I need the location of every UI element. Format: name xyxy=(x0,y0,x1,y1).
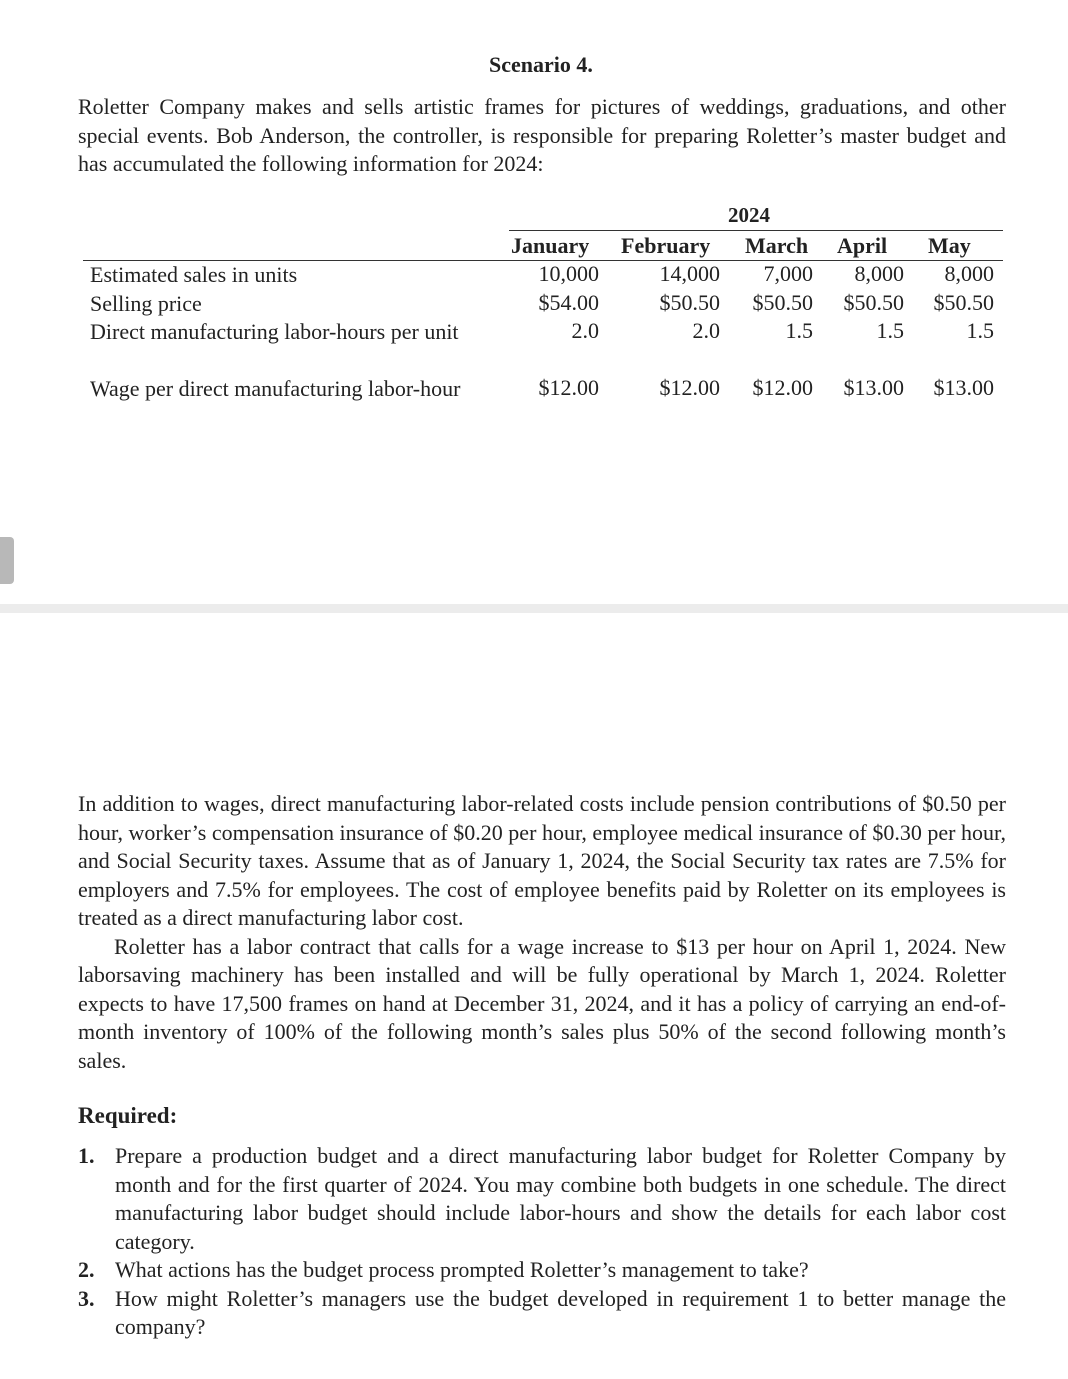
col-header-january: January xyxy=(511,233,590,258)
cell-wage-february: $12.00 xyxy=(659,375,720,400)
row-label-labor-hours: Direct manufacturing labor-hours per unit xyxy=(90,319,459,344)
col-header-may: May xyxy=(928,233,971,258)
required-heading: Required: xyxy=(78,1103,178,1128)
additional-paragraph-2: Roletter has a labor contract that calls for a wage increase to $13 per hour on April 1, 2024. New laborsaving machinery has been installed and will be fully operational by March 1, 2024. Roletter expects to have 17,500 frames on hand at December 31, 2024, and it has a policy of carrying an end-of-month inventory of 100% of the following month’s sales plus 50% of the second following month’s sales. xyxy=(78,933,1006,1073)
required-item-1 xyxy=(78,1142,1006,1256)
cell-sales-april: 8,000 xyxy=(854,261,904,286)
row-label-selling-price: Selling price xyxy=(90,291,202,316)
col-header-march: March xyxy=(745,233,809,258)
required-item-text: How might Roletter’s managers use the budget developed in requirement 1 to better manage the company? xyxy=(115,1285,1006,1339)
cell-price-february: $50.50 xyxy=(659,290,720,315)
cell-wage-march: $12.00 xyxy=(752,375,813,400)
year-underline xyxy=(509,230,1003,231)
cell-hours-january: 2.0 xyxy=(571,318,599,343)
scenario-title: Scenario 4. xyxy=(489,52,593,77)
cell-wage-april: $13.00 xyxy=(843,375,904,400)
required-item-number: 2. xyxy=(78,1257,95,1282)
cell-price-may: $50.50 xyxy=(933,290,994,315)
required-item-3 xyxy=(78,1285,1006,1342)
table-year-header: 2024 xyxy=(728,203,770,227)
additional-paragraph-1: In addition to wages, direct manufacturing labor-related costs include pension contributions of $0.50 per hour, worker’s compensation insurance of $0.20 per hour, employee medical insurance of $0.30 per hour, and Social Security taxes. Assume that as of January 1, 2024, the Social Security tax rates are 7.5% for employers and 7.5% for employees. The cost of employee benefits paid by Roletter on its employees is treated as a direct manufacturing labor cost. xyxy=(78,791,1006,930)
required-list xyxy=(78,1142,1006,1342)
row-label-estimated-sales: Estimated sales in units xyxy=(90,262,298,287)
additional-info xyxy=(78,790,1006,1075)
required-item-text: Prepare a production budget and a direct manufacturing labor budget for Roletter Company by month and for the first quarter of 2024. You may combine both budgets in one schedule. The direct manufacturing labor budget should include labor-hours and show the details for each labor cost category. xyxy=(115,1143,1006,1254)
cell-hours-march: 1.5 xyxy=(785,318,813,343)
cell-wage-may: $13.00 xyxy=(933,375,994,400)
cell-hours-may: 1.5 xyxy=(966,318,994,343)
cell-wage-january: $12.00 xyxy=(538,375,599,400)
required-item-text: What actions has the budget process prompted Roletter’s management to take? xyxy=(115,1257,809,1282)
cell-sales-january: 10,000 xyxy=(538,261,599,286)
cell-sales-march: 7,000 xyxy=(763,261,813,286)
cell-hours-april: 1.5 xyxy=(876,318,904,343)
cell-sales-february: 14,000 xyxy=(659,261,720,286)
cell-price-april: $50.50 xyxy=(843,290,904,315)
cell-sales-may: 8,000 xyxy=(944,261,994,286)
side-scroll-tab[interactable] xyxy=(0,537,14,584)
page-divider xyxy=(0,604,1068,613)
required-item-number: 1. xyxy=(78,1143,95,1168)
col-header-february: February xyxy=(621,233,711,258)
required-item-2 xyxy=(78,1256,1006,1285)
cell-price-january: $54.00 xyxy=(538,290,599,315)
cell-hours-february: 2.0 xyxy=(692,318,720,343)
row-label-wage: Wage per direct manufacturing labor-hour xyxy=(90,376,461,401)
col-header-april: April xyxy=(837,233,888,258)
cell-price-march: $50.50 xyxy=(752,290,813,315)
intro-paragraph: Roletter Company makes and sells artistic frames for pictures of weddings, graduations, and other special events. Bob Anderson, the controller, is responsible for preparing Roletter’s master budget and has accumulated the following information for 2024: xyxy=(78,94,1006,176)
required-item-number: 3. xyxy=(78,1285,95,1311)
